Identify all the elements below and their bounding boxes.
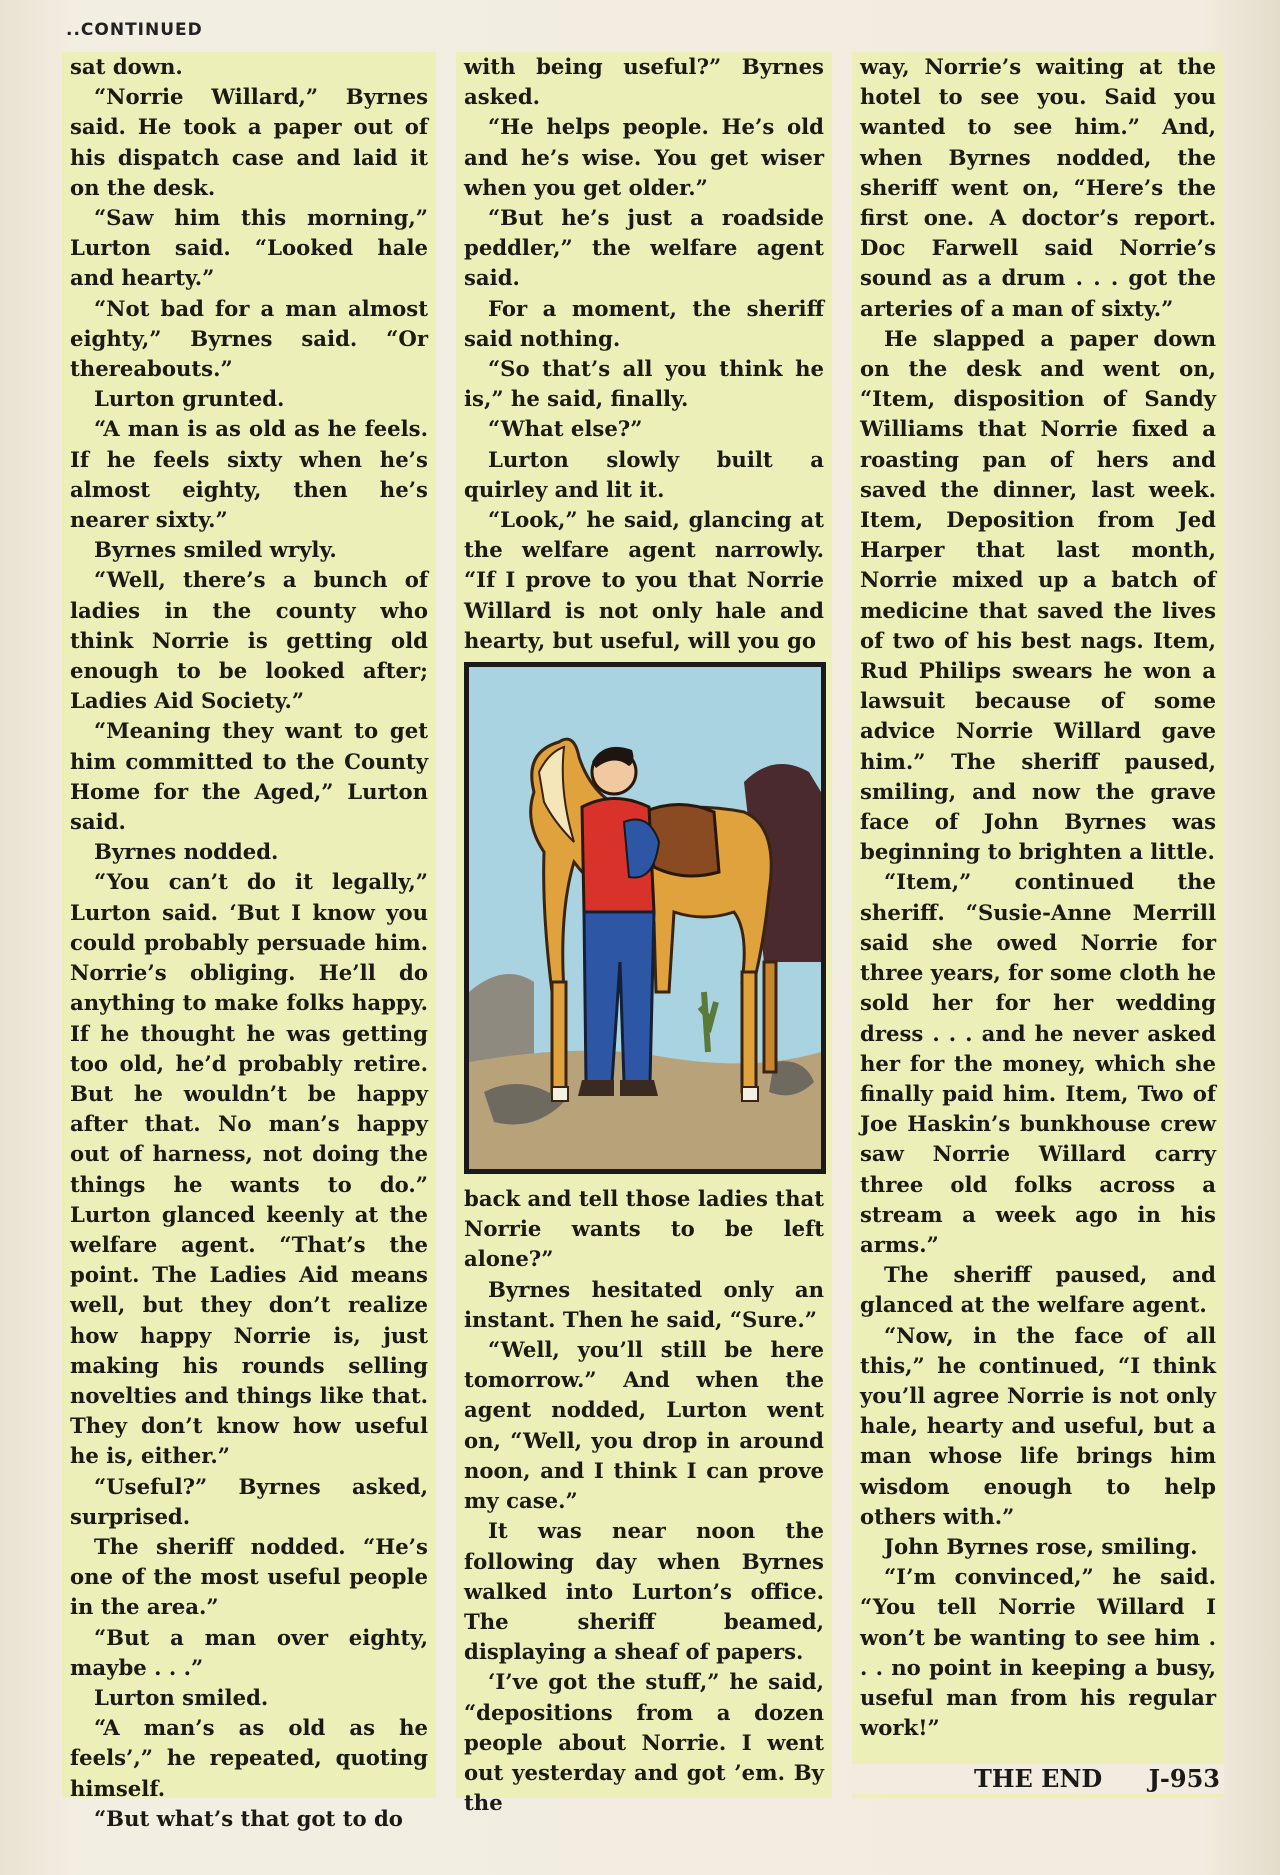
paragraph: Byrnes hesitated only an instant. Then he said, “Sure.”: [464, 1276, 824, 1332]
paragraph: Lurton smiled.: [94, 1684, 269, 1710]
paragraph: “You can’t do it legally,” Lurton said. ‘But I know you could probably persuade him. Norrie’s obliging. He’ll do anything to make folks happy. If he thought he was getting too old, he’d probably retire. But he wouldn’t be happy after that. No man’s happy out of harness, not doing the things he wants to do.” Lurton glanced keenly at the welfare agent. “That’s the point. The Ladies Aid means well, but they don’t realize how happy Norrie is, just making his rounds selling novelties and things like that. They don’t know how useful he is, either.”: [70, 869, 428, 1469]
paragraph: way, Norrie’s waiting at the hotel to see you. Said you wanted to see him.” And, when Byrnes nodded, the sheriff went on, “Here’s the first one. A doctor’s report. Doc Farwell said Norrie’s sound as a drum . . . got the arteries of a man of sixty.”: [860, 54, 1216, 321]
paragraph: “But a man over eighty, maybe . . .”: [70, 1624, 428, 1680]
paragraph: Lurton slowly built a quirley and lit it.: [464, 446, 824, 502]
paragraph: Byrnes smiled wryly.: [94, 537, 337, 563]
text-column-2: [456, 52, 832, 1816]
the-end-label: THE END: [974, 1764, 1103, 1793]
paragraph: He slapped a paper down on the desk and went on, “Item, disposition of Sandy Williams that Norrie fixed a roasting pan of hers and saved the dinner, last week. Item, Deposition from Jed Harper that last month, Norrie mixed up a batch of medicine that saved the lives of two of his best nags. Item, Rud Philips swears he won a lawsuit because of some advice Norrie Willard gave him.” The sheriff paused, smiling, and now the grave face of John Byrnes was beginning to brighten a little.: [860, 325, 1216, 865]
paragraph: “Meaning they want to get him committed to the County Home for the Aged,” Lurton said.: [70, 718, 428, 835]
paragraph: “A man’s as old as he feels’,” he repeated, quoting himself.: [70, 1715, 428, 1801]
paragraph: It was near noon the following day when Byrnes walked into Lurton’s office. The sheriff beamed, displaying a sheaf of papers.: [464, 1518, 824, 1665]
continued-header: ..CONTINUED: [66, 20, 203, 40]
paragraph: “I’m convinced,” he said. “You tell Norrie Willard I won’t be wanting to see him . . . no point in keeping a busy, useful man from his regular work!”: [860, 1564, 1216, 1741]
paragraph: “So that’s all you think he is,” he said, finally.: [464, 356, 824, 412]
paragraph: “Look,” he said, glancing at the welfare agent narrowly. “If I prove to you that Norrie Willard is not only hale and hearty, but useful, will you go: [464, 507, 824, 653]
page-code: J-953: [1148, 1764, 1220, 1793]
paragraph: Byrnes nodded.: [94, 839, 279, 865]
paragraph: “But what’s that got to do: [94, 1805, 403, 1831]
paragraph: “Item,” continued the sheriff. “Susie-Anne Merrill said she owed Norrie for three years, for some cloth he sold her for her wedding dress . . . and he never asked her for the money, which she finally paid him. Item, Two of Joe Haskin’s bunkhouse crew saw Norrie Willard carry three old folks across a stream a week ago in his arms.”: [860, 869, 1216, 1257]
paragraph: ‘I’ve got the stuff,” he said, “depositions from a dozen people about Norrie. I went out yesterday and got ’em. By the: [464, 1669, 824, 1816]
paragraph: “Not bad for a man almost eighty,” Byrnes said. “Or thereabouts.”: [70, 295, 428, 382]
paragraph: Lurton grunted.: [94, 386, 285, 412]
paragraph: “Now, in the face of all this,” he continued, “I think you’ll agree Norrie is not only hale, hearty and useful, but a man whose life brings him wisdom enough to help others with.”: [860, 1322, 1216, 1529]
paragraph: with being useful?” Byrnes asked.: [464, 54, 824, 110]
paragraph: “What else?”: [488, 416, 643, 442]
paragraph: John Byrnes rose, smiling.: [884, 1533, 1198, 1559]
text-column-1: [62, 52, 436, 1831]
text-column-3: [852, 52, 1224, 1798]
paragraph: “Saw him this morning,” Lurton said. “Looked hale and hearty.”: [70, 205, 428, 291]
paragraph: “Well, you’ll still be here tomorrow.” And when the agent nodded, Lurton went on, “Well, you drop in around noon, and I think I can prove my case.”: [464, 1337, 824, 1514]
paragraph: back and tell those ladies that Norrie wants to be left alone?”: [464, 1186, 824, 1272]
paragraph: “A man is as old as he feels. If he feels sixty when he’s almost eighty, then he’s nearer sixty.”: [70, 416, 428, 533]
cowboy-horse-illustration: [464, 662, 826, 1174]
paragraph: “Useful?” Byrnes asked, surprised.: [70, 1473, 428, 1529]
illustration-svg: [464, 662, 826, 1174]
paragraph: For a moment, the sheriff said nothing.: [464, 295, 824, 351]
paragraph: The sheriff nodded. “He’s one of the most useful people in the area.”: [70, 1533, 428, 1620]
paragraph: “Norrie Willard,” Byrnes said. He took a paper out of his dispatch case and laid it on the desk.: [70, 84, 428, 200]
paragraph: “But he’s just a roadside peddler,” the welfare agent said.: [464, 205, 824, 291]
page-footer: [852, 1764, 1224, 1794]
paragraph: “He helps people. He’s old and he’s wise. You get wiser when you get older.”: [464, 114, 824, 200]
paragraph: “Well, there’s a bunch of ladies in the county who think Norrie is getting old enough to be looked after; Ladies Aid Society.”: [70, 567, 428, 714]
paragraph: sat down.: [70, 54, 183, 79]
paragraph: The sheriff paused, and glanced at the welfare agent.: [860, 1262, 1216, 1318]
